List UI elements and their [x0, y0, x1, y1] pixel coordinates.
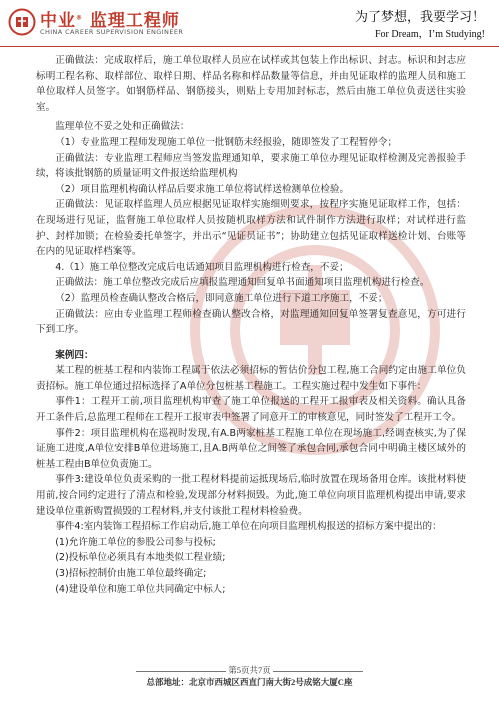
list-item: (1)允许施工单位的参股公司参与投标; — [55, 536, 216, 548]
brand-name: 中业® 监理工程师 — [40, 11, 180, 31]
document-body — [36, 53, 466, 597]
paragraph: 某工程的桩基工程和内装饰工程属于依法必须招标的暂估价分包工程,施工合同约定由施工单位负责招标。施工单位通过招标选择了A单位分包桩基工程施工。工程实施过程中发生如下事件： — [36, 365, 466, 392]
slogan-chinese: 为了梦想，我要学习！ — [354, 10, 485, 25]
paragraph: 事件1：工程开工前,项目监理机构审查了施工单位报送的工程开工报审表及相关资料。确认具备开工条件后,总监理工程师在工程开工报审表中签署了同意开工的审核意见，同时签发了工程开工令。 — [36, 396, 466, 424]
paragraph: 正确做法：完成取样后，施工单位取样人员应在试样或其包装上作出标识、封志。标识和封志应标明工程名称、取样部位、取样日期、样品名称和样品数量等信息，并由见证取样的监理人员和施工单位取样人员签字。如钢筋样品、钢筋接头，则贴上专用加封标志，然后由施工单位负责送往实验室。 — [36, 55, 466, 113]
list-item: (4)建设单位和施工单位共同确定中标人; — [55, 583, 226, 595]
paragraph: 正确做法：专业监理工程师应当签发监理通知单，要求施工单位办理见证取样检测及完善报验手续，将该批钢筋的质量证明文件报送给监理机构 — [36, 152, 466, 180]
paragraph: 正确做法：施工单位整改完成后应填报监理通知回复单书面通知项目监理机构进行检查。 — [55, 277, 430, 289]
footer-address: 总部地址：北京市西城区西直门南大街2号成铭大厦C座 — [146, 677, 353, 687]
paragraph: 正确做法：见证取样监理人员应根据见证取样实施细则要求，按程序实施见证取样工作，包括：在现场进行见证，监督施工单位取样人员按随机取样方法和试件制作方法进行取样；对试样进行监护、封样加锁；在检验委托单签字，并出示“见证员证书”；协助建立包括见证取样送检计划、台账等在内的见证取样档案等。 — [36, 199, 466, 258]
paragraph: 事件3:建设单位负责采购的一批工程材料提前运抵现场后,临时放置在现场备用仓库。该批材料使用前,按合同约定进行了清点和检验,发现部分材料损毁。为此,施工单位向项目监理机构提出申请,要求建设单位重新购置损毁的工程材料,并支付该批工程材料检验费。 — [36, 474, 466, 517]
paragraph: 正确做法：应由专业监理工程师检查确认整改合格，对监理通知回复单签署复查意见，方可进行下到工序。 — [36, 308, 466, 336]
paragraph: 4.（1）施工单位整改完成后电话通知项目监理机构进行检查，不妥； — [55, 261, 349, 273]
slogan-english: For Dream，I’m Studying! — [375, 29, 485, 40]
page-number: 第5页共7页 — [0, 664, 499, 676]
page-footer — [0, 664, 499, 688]
paragraph: （2）项目监理机构确认样品后要求施工单位将试样送检测单位检验。 — [55, 183, 350, 195]
brand-english-name: CHINA CAREER SUPERVISION ENGINEER — [40, 28, 184, 36]
paragraph: （1）专业监理工程师发现施工单位一批钢筋未经报验，随即签发了工程暂停令； — [55, 136, 398, 148]
list-item: (3)招标控制价由施工单位最终确定; — [55, 568, 207, 579]
page-header — [0, 0, 499, 47]
paragraph: （2）监理员检查确认整改合格后，即同意施工单位进行下道工序施工，不妥； — [55, 292, 388, 304]
paragraph: 事件2：项目监理机构在巡视时发现,有A.B两家桩基工程施工单位在现场施工,经调查核实,为了保证施工进度,A单位安排B单位进场施工,且A.B两单位之间签了承包合同,承包合同中明确主楼区域外的桩基工程由B单位负责施工。 — [36, 427, 466, 470]
paragraph: 事件4:室内装饰工程招标工作启动后,施工单位在向项目监理机构报送的招标方案中提出的： — [55, 521, 442, 533]
case-heading: 案例四： — [55, 349, 94, 361]
brand-logo-icon — [8, 8, 36, 36]
paragraph: 监理单位不妥之处和正确做法： — [55, 121, 190, 133]
list-item: (2)投标单位必须具有本地类似工程业绩; — [55, 552, 226, 564]
